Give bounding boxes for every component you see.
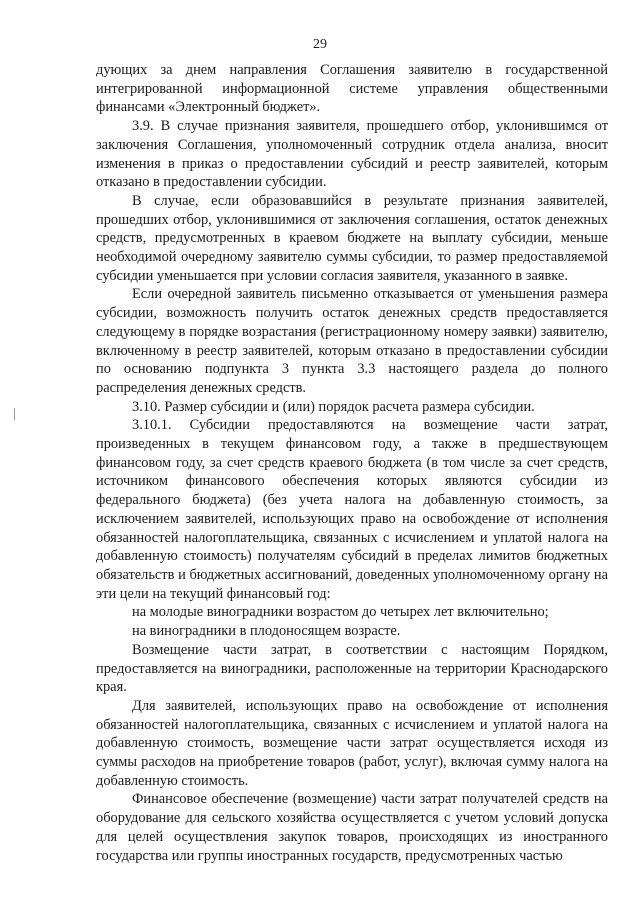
page-number: 29 [313, 37, 327, 52]
paragraph-continuation: дующих за днем направления Соглашения заявителю в государственной интегрированной информационной системе управления общественными финансами «Электронный бюджет». [96, 62, 608, 116]
paragraph-equipment-financing: Финансовое обеспечение (возмещение) части затрат получателей средств на оборудование для сельского хозяйства осуществляется с учетом условий допуска для целей осуществления закупок товаров, происходящих из иностранного государства или группы иностранных государств, предусмотренных частью [96, 791, 608, 864]
list-item-fruiting-vineyards: на виноградники в плодоносящем возрасте. [132, 623, 401, 640]
margin-mark [14, 408, 15, 420]
paragraph-remainder-funds: В случае, если образовавшийся в результате признания заявителей, прошедших отбор, уклонившимися от заключения соглашения, остаток денежных средств, предусмотренных в краевом бюджете на выплату субсидии, меньше необходимой очередному заявителю суммы субсидии, то размер предоставляемой субсидии уменьшается при условии согласия заявителя, указанного в заявке. [96, 192, 608, 284]
paragraph-3-9: 3.9. В случае признания заявителя, прошедшего отбор, уклонившимся от заключения Соглашения, уполномоченный сотрудник отдела анализа, вносит изменения в приказ о предоставлении субсидий и реестр заявителей, которым отказано в предоставлении субсидии. [96, 118, 608, 191]
paragraph-krasnodar: Возмещение части затрат, в соответствии с настоящим Порядком, предоставляется на виноградники, расположенные на территории Краснодарского края. [96, 641, 608, 696]
paragraph-vat-exempt: Для заявителей, использующих право на освобождение от исполнения обязанностей налогоплательщика, связанных с исчислением и уплатой налога на добавленную стоимость, возмещение части затрат осуществляется исходя из суммы расходов на приобретение товаров (работ, услуг), включая сумму налога на добавленную стоимость. [96, 697, 608, 789]
paragraph-3-10-1: 3.10.1. Субсидии предоставляются на возмещение части затрат, произведенных в текущем финансовом году, а также в предшествующем финансовом году, за счет средств краевого бюджета (в том числе за счет средств, источником финансового обеспечения которых являются субсидии из федерального бюджета) (без учета налога на добавленную стоимость, за исключением заявителей, использующих право на освобождение от исполнения обязанностей налогоплательщика, связанных с исчислением и уплатой налога на добавленную стоимость) получателям субсидий в пределах лимитов бюджетных обязательств и бюджетных ассигнований, доведенных уполномоченному органу на эти цели на текущий финансовый год: [96, 417, 608, 602]
document-body [96, 61, 608, 865]
paragraph-3-10: 3.10. Размер субсидии и (или) порядок расчета размера субсидии. [132, 398, 535, 415]
list-item-young-vineyards: на молодые виноградники возрастом до четырех лет включительно; [132, 604, 549, 621]
paragraph-refusal: Если очередной заявитель письменно отказывается от уменьшения размера субсидии, возможность получить остаток денежных средств предоставляется следующему в порядке возрастания (регистрационному номеру заявки) заявителю, включенному в реестр заявителей, которым отказано в предоставлении субсидии по основанию подпункта 3 пункта 3.3 настоящего раздела до полного распределения денежных средств. [96, 286, 608, 396]
